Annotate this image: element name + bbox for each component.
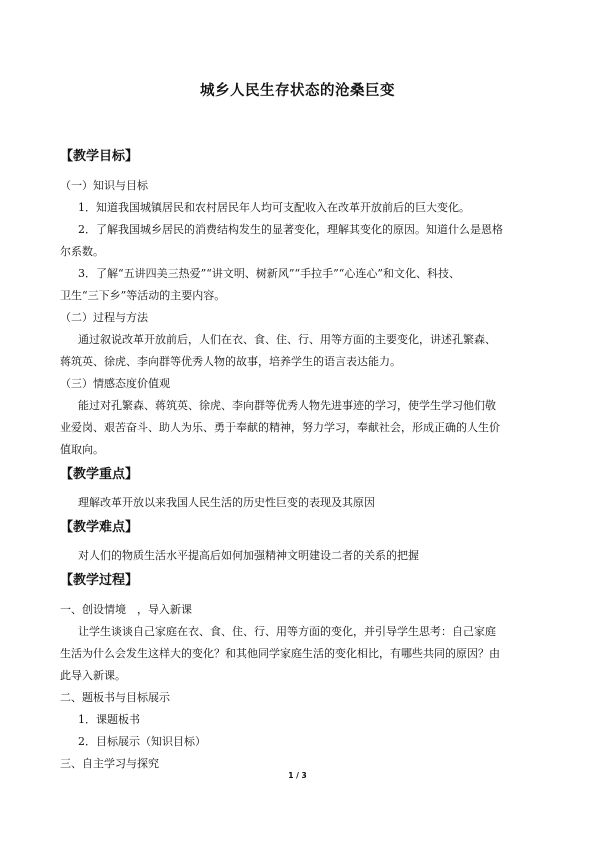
procedure-step-1-line-1: 让学生谈谈自己家庭在衣、食、住、行、用等方面的变化，并引导学生思考：自己家庭 [78, 625, 496, 638]
knowledge-item-2-line-2: 尔系数。 [60, 245, 104, 258]
procedure-step-1: 一、创设情境 ，导入新课 [60, 603, 192, 616]
key-points-heading: 【教学重点】 [60, 467, 139, 482]
process-text-line-1: 通过叙说改革开放前后，人们在衣、食、住、行、用等方面的主要变化，讲述孔繁森、 [78, 333, 496, 346]
page-number: 1 / 3 [288, 771, 307, 780]
emotion-text-line-2: 业爱岗、艰苦奋斗、助人为乐、勇于奉献的精神，努力学习，奉献社会，形成正确的人生价 [60, 421, 500, 434]
procedure-step-2-item-2: 2．目标展示（知识目标） [78, 735, 206, 748]
knowledge-item-1: 1．知道我国城镇居民和农村居民年人均可支配收入在改革开放前后的巨大变化。 [78, 201, 470, 214]
procedure-step-2: 二、题板书与目标展示 [60, 691, 170, 704]
procedure-heading: 【教学过程】 [60, 573, 139, 588]
knowledge-heading: （一）知识与目标 [60, 179, 148, 192]
procedure-step-3: 三、自主学习与探究 [60, 757, 159, 770]
process-text-line-2: 蒋筑英、徐虎、李向群等优秀人物的故事，培养学生的语言表达能力。 [60, 355, 401, 368]
objectives-heading: 【教学目标】 [60, 149, 139, 164]
key-points-text: 理解改革开放以来我国人民生活的历史性巨变的表现及其原因 [78, 496, 375, 509]
process-heading: （二）过程与方法 [60, 311, 148, 324]
procedure-step-2-item-1: 1．课题板书 [78, 713, 140, 726]
emotion-text-line-1: 能过对孔繁森、蒋筑英、徐虎、李向群等优秀人物先进事迹的学习，使学生学习他们敬 [78, 399, 496, 412]
knowledge-item-3-line-2: 卫生“三下乡”等活动的主要内容。 [60, 289, 226, 302]
emotion-heading: （三）情感态度价值观 [60, 377, 170, 390]
knowledge-item-3-line-1: 3．了解“五讲四美三热爱”“讲文明、树新风”“手拉手”“心连心”和文化、科技、 [78, 267, 460, 280]
procedure-step-1-line-2: 生活为什么会发生这样大的变化？和其他同学家庭生活的变化相比，有哪些共同的原因？由 [60, 647, 500, 660]
emotion-text-line-3: 值取向。 [60, 443, 104, 456]
procedure-step-1-line-3: 此导入新课。 [60, 669, 126, 682]
difficulty-text: 对人们的物质生活水平提高后如何加强精神文明建设二者的关系的把握 [78, 549, 419, 562]
difficulty-heading: 【教学难点】 [60, 520, 139, 535]
knowledge-item-2-line-1: 2．了解我国城乡居民的消费结构发生的显著变化，理解其变化的原因。知道什么是恩格 [78, 223, 503, 236]
page-title: 城乡人民生存状态的沧桑巨变 [200, 83, 395, 99]
